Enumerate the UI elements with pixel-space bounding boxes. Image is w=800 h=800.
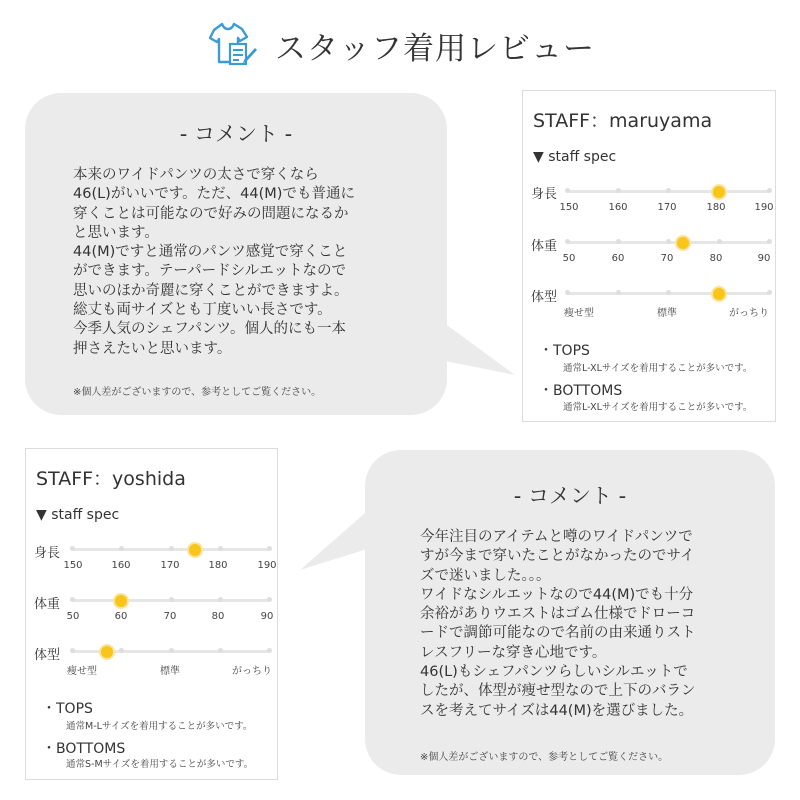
staff-spec-title: ▼ staff spec (533, 149, 617, 165)
tops-note: 通常M-Lサイズを着用することが多いです。 (66, 721, 253, 732)
track-tick (717, 239, 722, 244)
track-tick (616, 290, 621, 295)
build-label: 体型 (34, 648, 61, 663)
build-marker (711, 286, 727, 302)
bubble-tail-1 (440, 320, 520, 380)
comment-line: したが、体型が痩せ型なので上下のバラン (420, 683, 696, 700)
track-tick (119, 546, 124, 551)
track-tick (169, 597, 174, 602)
build-label: 体型 (531, 290, 558, 305)
track-tick (767, 239, 772, 244)
comment-title: - コメント - (179, 122, 293, 146)
bottoms-note: 通常S-Mサイズを着用することが多いです。 (66, 759, 254, 770)
track-tick (267, 546, 272, 551)
track-tick (218, 648, 223, 653)
build-tick-label: 痩せ型 (564, 308, 594, 319)
comment-line: 今年注目のアイテムと噂のワイドパンツで (420, 529, 693, 545)
weight-marker (675, 235, 691, 251)
comment-line: 本来のワイドパンツの太さで穿くなら (73, 167, 319, 183)
bottoms-label: ・BOTTOMS (42, 741, 126, 757)
comment-line: 総丈も両サイズとも丁度いい長さです。 (73, 302, 332, 319)
comment-line: 押さえたいと思います。 (73, 340, 232, 357)
track-tick (70, 546, 75, 551)
build-tick-label: 痩せ型 (67, 666, 97, 677)
build-track (567, 292, 769, 295)
disclaimer-note: ※個人差がございますので、参考としてご覧ください。 (73, 387, 322, 398)
comment-line: ワイドなシルエットなので44(M)でも十分 (420, 586, 694, 603)
track-tick (666, 239, 671, 244)
height-marker (187, 542, 203, 558)
height-track (72, 548, 269, 551)
weight-marker (113, 593, 129, 609)
comment-line: と思います。 (73, 224, 159, 241)
track-tick (70, 597, 75, 602)
weight-tick-label: 60 (114, 611, 128, 622)
build-tick-label: 標準 (657, 308, 677, 319)
height-tick-label: 170 (657, 202, 677, 213)
page-header (0, 20, 800, 70)
build-tick-label: がっちり (232, 666, 272, 677)
staff-spec-title: ▼ staff spec (36, 507, 120, 523)
height-label: 身長 (531, 187, 558, 202)
track-tick (218, 546, 223, 551)
comment-line: ードで調節可能なので名前の由来通りスト (420, 625, 696, 642)
track-tick (616, 188, 621, 193)
height-tick-label: 170 (160, 560, 180, 571)
staff-card-maruyama (522, 90, 776, 422)
track-tick (169, 546, 174, 551)
track-tick (565, 188, 570, 193)
height-marker (711, 184, 727, 200)
comment-line: 46(L)もシェフパンツらしいシルエットで (420, 664, 688, 681)
track-tick (666, 290, 671, 295)
weight-tick-label: 50 (66, 611, 80, 622)
height-track (567, 190, 769, 193)
tops-label: ・TOPS (42, 701, 93, 717)
comment-line: ズで迷いました。。。 (420, 567, 551, 584)
track-tick (70, 648, 75, 653)
height-tick-label: 160 (111, 560, 131, 571)
track-tick (767, 290, 772, 295)
track-tick (565, 239, 570, 244)
weight-track (567, 241, 769, 244)
comment-line: 46(L)がいいです。ただ、44(M)でも普通に (73, 186, 355, 203)
build-tick-label: 標準 (160, 666, 180, 677)
weight-tick-label: 90 (260, 611, 274, 622)
weight-tick-label: 80 (709, 253, 723, 264)
staff-name: STAFF：yoshida (36, 468, 186, 490)
comment-text (73, 166, 355, 359)
comment-bubble-2 (365, 450, 775, 775)
track-tick (666, 188, 671, 193)
track-tick (218, 597, 223, 602)
height-tick-label: 150 (63, 560, 83, 571)
comment-line: レスフリーな穿き心地です。 (420, 644, 607, 661)
tshirt-pen-icon (208, 20, 258, 68)
weight-tick-label: 70 (660, 253, 674, 264)
weight-tick-label: 70 (163, 611, 177, 622)
tops-note: 通常L-XLサイズを着用することが多いです。 (563, 363, 753, 374)
comment-line: すが今まで穿いたことがなかったのでサイ (420, 548, 695, 565)
bottoms-note: 通常L-XLサイズを着用することが多いです。 (563, 402, 753, 413)
height-tick-label: 180 (706, 202, 726, 213)
weight-tick-label: 80 (211, 611, 225, 622)
height-tick-label: 190 (754, 202, 774, 213)
weight-track (72, 599, 269, 602)
track-tick (767, 188, 772, 193)
tops-label: ・TOPS (539, 343, 590, 359)
comment-line: 思いのほか奇麗に穿くことができますよ。 (73, 282, 349, 299)
track-tick (169, 648, 174, 653)
height-label: 身長 (34, 546, 61, 561)
comment-line: スを考えてサイズは44(M)を選びました。 (420, 702, 694, 719)
page-title: スタッフ着用レビュー (275, 31, 595, 67)
build-marker (99, 644, 115, 660)
track-tick (267, 648, 272, 653)
height-tick-label: 150 (559, 202, 579, 213)
comment-line: 余裕がありウエストはゴム仕様でドローコ (420, 606, 696, 623)
weight-tick-label: 60 (611, 253, 625, 264)
weight-tick-label: 90 (757, 253, 771, 264)
bottoms-label: ・BOTTOMS (539, 383, 623, 399)
track-tick (565, 290, 570, 295)
track-tick (119, 648, 124, 653)
weight-tick-label: 50 (562, 253, 576, 264)
comment-line: 44(M)ですと通常のパンツ感覚で穿くこと (73, 244, 348, 261)
disclaimer-note: ※個人差がございますので、参考としてご覧ください。 (420, 752, 669, 763)
track-tick (616, 239, 621, 244)
comment-bubble-1 (25, 93, 447, 415)
height-tick-label: 160 (608, 202, 628, 213)
comment-line: ができます。テーパードシルエットなので (73, 263, 346, 280)
build-track (72, 650, 269, 653)
weight-label: 体重 (34, 597, 61, 612)
comment-title: - コメント - (513, 484, 627, 508)
comment-line: 穿くことは可能なので好みの問題になるか (73, 205, 349, 222)
height-tick-label: 180 (208, 560, 228, 571)
comment-line: 今季人気のシェフパンツ。個人的にも一本 (73, 321, 347, 338)
height-tick-label: 190 (257, 560, 277, 571)
build-tick-label: がっちり (729, 308, 769, 319)
comment-text (420, 528, 696, 721)
staff-card-yoshida (25, 448, 278, 780)
staff-name: STAFF：maruyama (533, 110, 713, 132)
weight-label: 体重 (531, 239, 558, 254)
track-tick (267, 597, 272, 602)
